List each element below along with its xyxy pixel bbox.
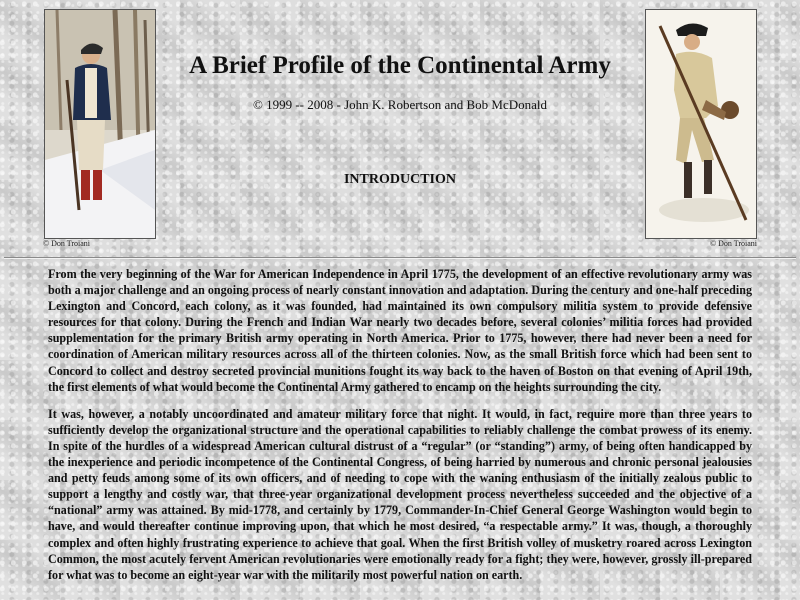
continental-soldier-winter-painting bbox=[44, 9, 156, 239]
section-heading-introduction: INTRODUCTION bbox=[343, 172, 456, 187]
page-header bbox=[0, 0, 800, 255]
horizontal-divider bbox=[4, 257, 796, 259]
page-title: A Brief Profile of the Continental Army bbox=[189, 52, 611, 79]
paragraph-2: It was, however, a notably uncoordinated and amateur military force that night. It would, in fact, require more than three years to sufficiently develop the organizational structure and the operational capabilities to reliably challenge the combat prowess of its enemy. In spite of the hurdles of a widespread American cultural distrust of a “regular” (or “standing”) army, of being often handicapped by the inexperience and periodic incompetence of the Continental Congress, of being harried by numerous and chronic personal jealousies and petty feuds among some of its own officers, and of needing to cope with the waning enthusiasm of the initially zealous public to support a lengthy and costly war, that three-year organizational development process nevertheless succeeded and the objective of a “national” army was attained. By mid-1778, and certainly by 1779, Commander-In-Chief General George Washington would begin to have, and would thereafter continue improving upon, that which he most desired, “a respectable army.” It was, though, a thoroughly complex and often highly frustrating experience to achieve that goal. When the first British volley of musketry roared across Lexington Common, the most acutely fervent American revolutionaries were emotionally ready for a fight; they were, however, grossly ill-prepared for what was to become an eight-year war with the militarily most powerful nation on earth. bbox=[48, 406, 752, 582]
right-image-credit: © Don Troiani bbox=[710, 239, 757, 248]
paragraph-1: From the very beginning of the War for American Independence in April 1775, the development of an effective revolutionary army was both a major challenge and an ongoing process of nearly constant innovation and adaptation. During the century and one-half preceding Lexington and Concord, each colony, as it was founded, had maintained its own compulsory militia system to provide defensive resources for that colony. During the French and Indian War nearly two decades before, several colonies’ militia forces had provided supplementation for the primary British army operating in North America. Prior to 1775, however, there had never been a need for coordination of American military resources across all of the thirteen colonies. Now, as the small British force which had been sent to Concord to collect and destroy secreted provincial munitions fought its way back to the haven of Boston on that evening of April 19th, the first elements of what would become the Continental Army gathered to encamp on the heights surrounding the city. bbox=[48, 267, 752, 394]
left-image-credit: © Don Troiani bbox=[43, 239, 90, 248]
article-body bbox=[48, 266, 752, 594]
continental-rifleman-painting bbox=[645, 9, 757, 239]
copyright-notice: © 1999 -- 2008 - John K. Robertson and Bob McDonald bbox=[252, 97, 548, 112]
